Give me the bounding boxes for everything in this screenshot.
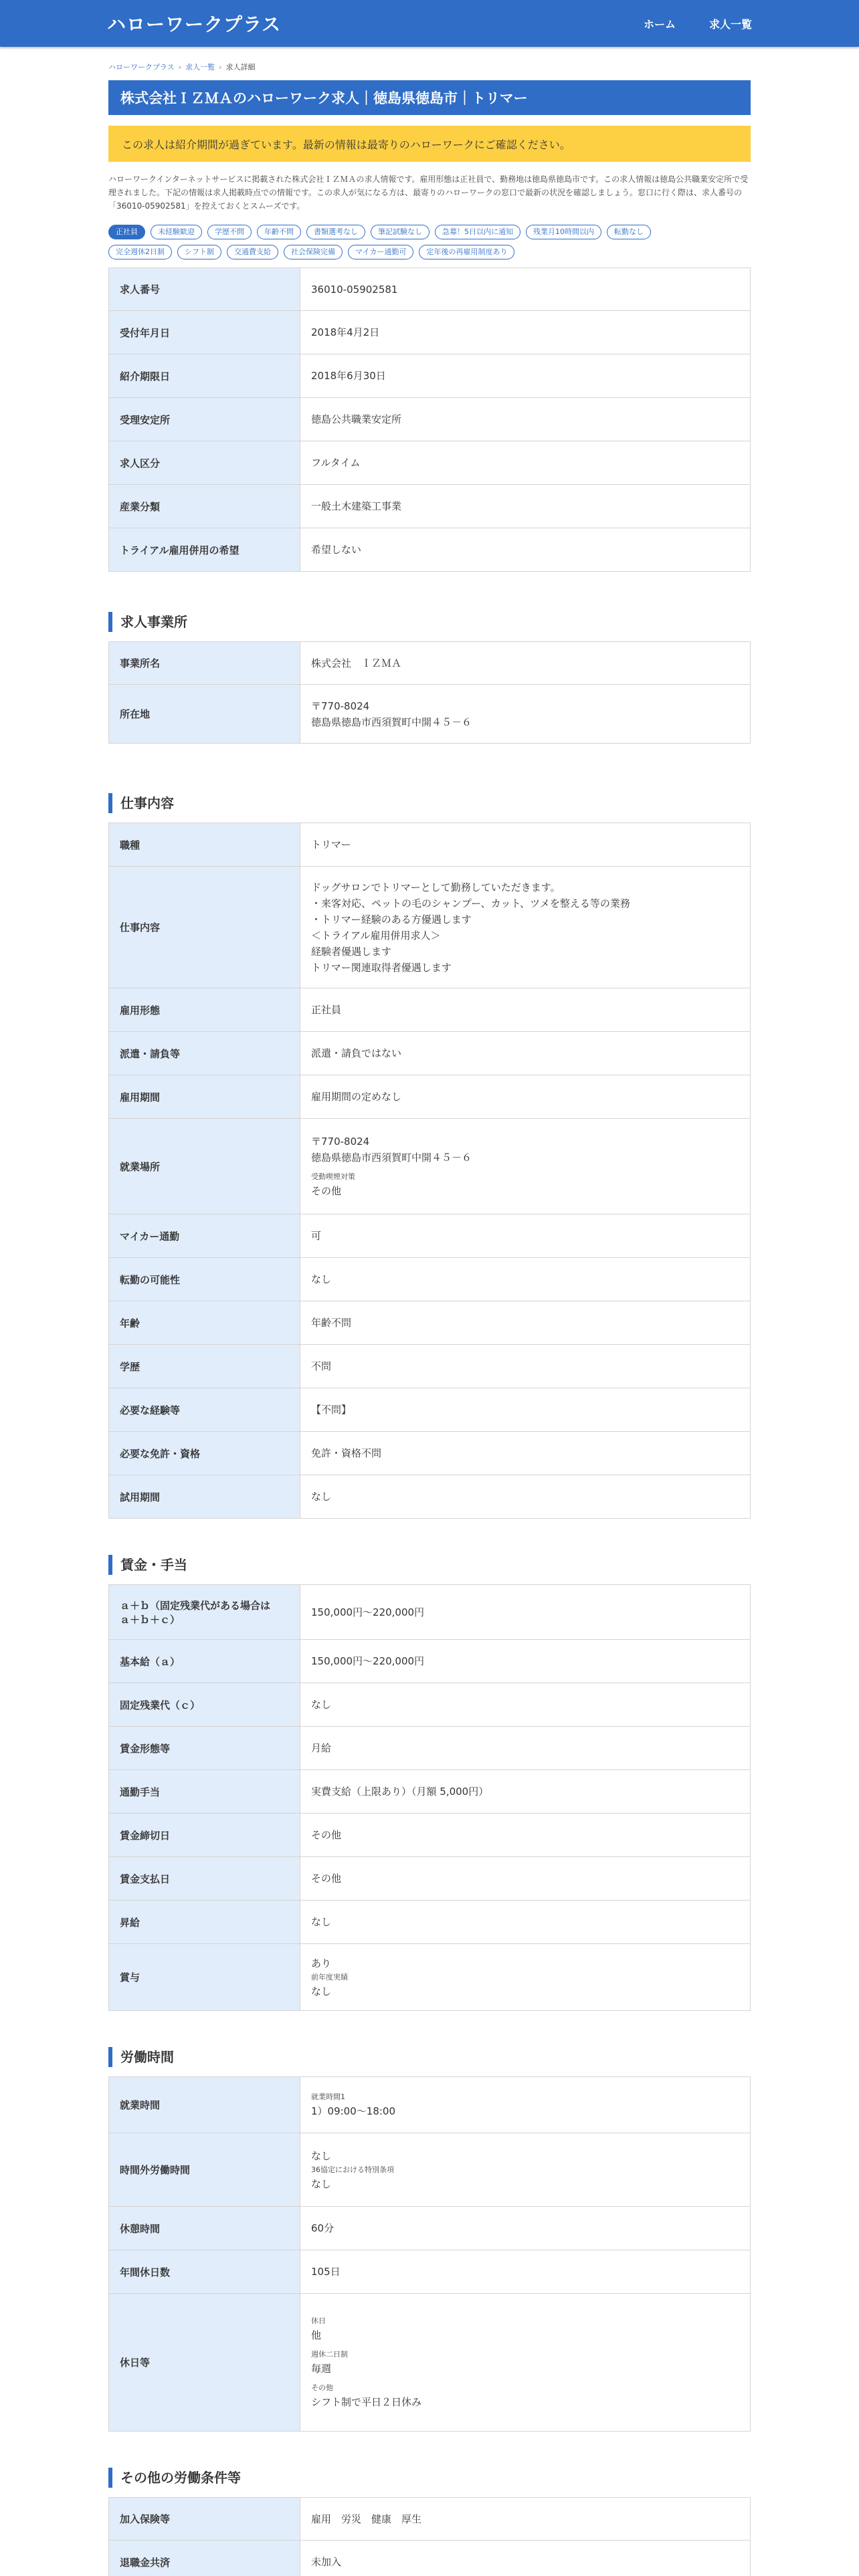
row-label: マイカー通勤 xyxy=(109,1214,300,1258)
wage-form-value: 月給 xyxy=(311,1742,332,1754)
row-label: 退職金共済 xyxy=(109,2541,300,2576)
retirement-value: 未加入 xyxy=(311,2556,342,2568)
closing-date-value: その他 xyxy=(311,1829,342,1841)
pay-date-value: その他 xyxy=(311,1872,342,1885)
row-label: 試用期間 xyxy=(109,1475,300,1519)
holiday-sub-label: 休日 xyxy=(311,2316,326,2325)
industry-value: 一般土木建築工事業 xyxy=(311,500,402,512)
feature-tag[interactable]: 定年後の再雇用制度あり xyxy=(419,245,514,259)
feature-tag[interactable]: 書類選考なし xyxy=(306,225,365,239)
trial-period-value: なし xyxy=(311,1491,332,1503)
row-label: 雇用形態 xyxy=(109,988,300,1032)
zip-code: 〒770-8024 xyxy=(311,700,370,712)
breadcrumb-job-list[interactable]: 求人一覧 xyxy=(185,63,215,72)
dispatch-value: 派遣・請負ではない xyxy=(311,1047,402,1059)
desc-line: 経験者優遇します xyxy=(311,945,392,958)
wage-table xyxy=(108,1584,751,2011)
row-label xyxy=(109,1585,300,1640)
table-row xyxy=(109,867,751,988)
table-row xyxy=(109,685,751,744)
holiday-value: 毎週 xyxy=(311,2362,332,2375)
feature-tag[interactable]: 筆記試験なし xyxy=(371,225,430,239)
row-label: 賞与 xyxy=(109,1944,300,2011)
overtime-value xyxy=(300,2133,751,2207)
row-label: 年間休日数 xyxy=(109,2250,300,2294)
holidays-value xyxy=(300,2294,751,2432)
feature-tag[interactable]: 残業月10時間以内 xyxy=(526,225,601,239)
section-title-company: 求人事業所 xyxy=(108,612,751,632)
breadcrumb-home[interactable]: ハローワークプラス xyxy=(108,63,175,72)
table-row xyxy=(109,642,751,685)
table-row xyxy=(109,354,751,398)
table-row xyxy=(109,1214,751,1258)
bonus-value xyxy=(300,1944,751,2011)
table-row xyxy=(109,1727,751,1770)
table-row xyxy=(109,988,751,1032)
table-row xyxy=(109,1901,751,1944)
table-row xyxy=(109,2541,751,2576)
table-row xyxy=(109,1683,751,1727)
table-row xyxy=(109,1388,751,1432)
bonus-main: あり xyxy=(311,1957,332,1969)
row-label: 事業所名 xyxy=(109,642,300,685)
section-title-other: その他の労働条件等 xyxy=(108,2468,751,2488)
holiday-value: シフト制で平日２日休み xyxy=(311,2395,422,2408)
row-label: 受付年月日 xyxy=(109,311,300,354)
feature-tag[interactable]: 交通費支給 xyxy=(227,245,278,259)
feature-tag[interactable]: 社会保険完備 xyxy=(284,245,343,259)
address: 徳島県徳島市西須賀町中開４５－６ xyxy=(311,716,472,728)
row-label: 賃金支払日 xyxy=(109,1857,300,1901)
job-number-value: 36010-05902581 xyxy=(311,283,398,296)
basic-info-table xyxy=(108,267,751,572)
breadcrumb xyxy=(108,62,751,72)
table-row xyxy=(109,1475,751,1519)
table-row xyxy=(109,1585,751,1640)
overtime-sub-label: 36協定における特別条項 xyxy=(311,2165,394,2174)
table-row xyxy=(109,311,751,354)
row-label: 固定残業代（ｃ） xyxy=(109,1683,300,1727)
transfer-value: なし xyxy=(311,1273,332,1285)
desc-line: ・トリマー経験のある方優遇します xyxy=(311,913,472,926)
table-row xyxy=(109,1032,751,1075)
section-title-wage: 賃金・手当 xyxy=(108,1555,751,1575)
row-label: 紹介期限日 xyxy=(109,354,300,398)
feature-tags xyxy=(108,225,684,259)
feature-tag[interactable]: 急募！5日以内に通知 xyxy=(435,225,520,239)
overtime-main: なし xyxy=(311,2149,332,2162)
employment-period-value: 雇用期間の定めなし xyxy=(311,1091,402,1103)
row-label: 学歴 xyxy=(109,1345,300,1388)
table-row xyxy=(109,2294,751,2432)
top-header xyxy=(0,0,859,47)
company-name-value: 株式会社 ＩＺＭＡ xyxy=(311,657,402,669)
breadcrumb-current: 求人詳細 xyxy=(225,63,256,72)
annual-holidays-value: 105日 xyxy=(311,2266,341,2278)
row-label: 必要な経験等 xyxy=(109,1388,300,1432)
table-row xyxy=(109,2498,751,2541)
table-row xyxy=(109,2250,751,2294)
table-row xyxy=(109,485,751,528)
row-label: 通勤手当 xyxy=(109,1770,300,1814)
received-date-value: 2018年4月2日 xyxy=(311,326,380,338)
table-row xyxy=(109,2133,751,2207)
holiday-sub-label: 週休二日制 xyxy=(311,2349,348,2359)
holiday-value: 他 xyxy=(311,2329,322,2341)
work-hours-value xyxy=(300,2077,751,2133)
desc-line: トリマー関連取得者優遇します xyxy=(311,961,452,974)
smoking-label: 受動喫煙対策 xyxy=(311,1172,355,1181)
table-row xyxy=(109,1119,751,1214)
zip-code: 〒770-8024 xyxy=(311,1136,370,1148)
table-row xyxy=(109,1814,751,1857)
desc-line: ＜トライアル雇用併用求人＞ xyxy=(311,929,441,942)
table-row xyxy=(109,441,751,485)
section-title-hours: 労働時間 xyxy=(108,2047,751,2067)
row-label: 昇給 xyxy=(109,1901,300,1944)
base-salary-value: 150,000円〜220,000円 xyxy=(311,1655,425,1667)
main-container xyxy=(108,62,751,2576)
row-label: 賃金形態等 xyxy=(109,1727,300,1770)
smoking-value: その他 xyxy=(311,1185,342,1197)
row-label: 求人番号 xyxy=(109,268,300,311)
company-table xyxy=(108,641,751,744)
office-value: 徳島公共職業安定所 xyxy=(311,413,402,425)
address: 徳島県徳島市西須賀町中開４５－６ xyxy=(311,1152,472,1164)
feature-tag[interactable]: 未経験歓迎 xyxy=(151,225,202,239)
table-row xyxy=(109,2077,751,2133)
experience-value: 【不問】 xyxy=(311,1404,352,1416)
row-label: 所在地 xyxy=(109,685,300,744)
table-row xyxy=(109,1075,751,1119)
page-title: 株式会社ＩＺＭＡのハローワーク求人｜徳島県徳島市｜トリマー xyxy=(108,80,751,115)
row-label: トライアル雇用併用の希望 xyxy=(109,528,300,572)
table-row xyxy=(109,1258,751,1301)
table-row xyxy=(109,268,751,311)
table-row xyxy=(109,1432,751,1475)
chevron-right-icon: › xyxy=(178,62,182,72)
deadline-value: 2018年6月30日 xyxy=(311,370,386,382)
row-label: 転勤の可能性 xyxy=(109,1258,300,1301)
nav-job-list-link[interactable]: 求人一覧 xyxy=(708,17,752,31)
education-value: 不問 xyxy=(311,1360,332,1372)
commute-allowance-value: 実費支給（上限あり）（月額 5,000円） xyxy=(311,1786,489,1798)
other-table xyxy=(108,2497,751,2576)
row-label: 仕事内容 xyxy=(109,867,300,988)
chevron-right-icon: › xyxy=(219,62,222,72)
table-row xyxy=(109,528,751,572)
job-description-value xyxy=(300,867,751,988)
raise-value: なし xyxy=(311,1916,332,1928)
company-address-value xyxy=(300,685,751,744)
label-line: ａ＋ｂ＋ｃ） xyxy=(120,1613,181,1626)
row-label: 休日等 xyxy=(109,2294,300,2432)
row-label: 年齢 xyxy=(109,1301,300,1345)
bonus-sub-value: なし xyxy=(311,1985,332,1998)
row-label: 時間外労働時間 xyxy=(109,2133,300,2207)
row-label: 加入保険等 xyxy=(109,2498,300,2541)
wage-total-value: 150,000円〜220,000円 xyxy=(311,1606,425,1618)
feature-tag[interactable]: 正社員 xyxy=(108,225,145,239)
feature-tag[interactable]: マイカー通勤可 xyxy=(348,245,413,259)
feature-tag[interactable]: 学歴不問 xyxy=(207,225,252,239)
row-label: 産業分類 xyxy=(109,485,300,528)
row-label: 賃金締切日 xyxy=(109,1814,300,1857)
row-label: 必要な免許・資格 xyxy=(109,1432,300,1475)
desc-line: ・来客対応、ペットの毛のシャンプー、カット、ツメを整える等の業務 xyxy=(311,897,630,909)
employment-type-value: 正社員 xyxy=(311,1004,342,1016)
category-value: フルタイム xyxy=(311,457,361,469)
bonus-sub-label: 前年度実績 xyxy=(311,1972,348,1981)
table-row xyxy=(109,1770,751,1814)
table-row xyxy=(109,1345,751,1388)
age-value: 年齢不問 xyxy=(311,1317,352,1329)
table-row xyxy=(109,2207,751,2250)
break-value: 60分 xyxy=(311,2222,335,2234)
job-table xyxy=(108,823,751,1519)
work-hours-main: 1）09:00〜18:00 xyxy=(311,2105,395,2117)
work-hours-sub-label: 就業時間1 xyxy=(311,2092,345,2101)
row-label: 就業時間 xyxy=(109,2077,300,2133)
table-row xyxy=(109,1301,751,1345)
label-line: ａ＋ｂ（固定残業代がある場合は xyxy=(120,1599,271,1612)
row-label: 職種 xyxy=(109,823,300,867)
desc-line: ドッグサロンでトリマーとして勤務していただきます。 xyxy=(311,881,561,893)
insurance-value: 雇用 労災 健康 厚生 xyxy=(311,2512,422,2525)
table-row xyxy=(109,398,751,441)
table-row xyxy=(109,1640,751,1683)
row-label: 求人区分 xyxy=(109,441,300,485)
holiday-sub-label: その他 xyxy=(311,2383,333,2392)
feature-tag[interactable]: 転勤なし xyxy=(607,225,651,239)
row-label: 基本給（ａ） xyxy=(109,1640,300,1683)
feature-tag[interactable]: 年齢不問 xyxy=(257,225,301,239)
site-logo[interactable]: ハローワークプラス xyxy=(107,13,282,35)
row-label: 就業場所 xyxy=(109,1119,300,1214)
intro-text: ハローワークインターネットサービスに掲載された株式会社ＩＺＭＡの求人情報です。雇用形態は正社員で、勤務地は徳島県徳島市です。この求人情報は徳島公共職業安定所で受理されました。下記の情報は求人掲載時点での情報です。この求人が気になる方は、最寄りのハローワークの窓口で最新の状況を確認しましょう。窓口に行く際は、求人番号の「36010-05902581」を控えておくとスムーズです。 xyxy=(108,175,749,211)
feature-tag[interactable]: シフト制 xyxy=(177,245,221,259)
row-label: 派遣・請負等 xyxy=(109,1032,300,1075)
hours-table xyxy=(108,2076,751,2432)
fixed-overtime-value: なし xyxy=(311,1699,332,1711)
section-title-job: 仕事内容 xyxy=(108,793,751,813)
occupation-value: トリマー xyxy=(311,839,351,851)
nav-home-link[interactable]: ホーム xyxy=(643,17,676,31)
overtime-sub-value: なし xyxy=(311,2177,332,2190)
table-row xyxy=(109,1944,751,2011)
feature-tag[interactable]: 完全週休2日制 xyxy=(108,245,172,259)
mycar-value: 可 xyxy=(311,1230,322,1242)
table-row xyxy=(109,823,751,867)
top-nav xyxy=(644,16,752,31)
row-label: 雇用期間 xyxy=(109,1075,300,1119)
work-location-value xyxy=(300,1119,751,1214)
table-row xyxy=(109,1857,751,1901)
row-label: 休憩時間 xyxy=(109,2207,300,2250)
trial-value: 希望しない xyxy=(311,544,362,556)
expired-warning: この求人は紹介期間が過ぎています。最新の情報は最寄りのハローワークにご確認ください。 xyxy=(108,126,751,162)
license-value: 免許・資格不問 xyxy=(311,1447,382,1459)
row-label: 受理安定所 xyxy=(109,398,300,441)
